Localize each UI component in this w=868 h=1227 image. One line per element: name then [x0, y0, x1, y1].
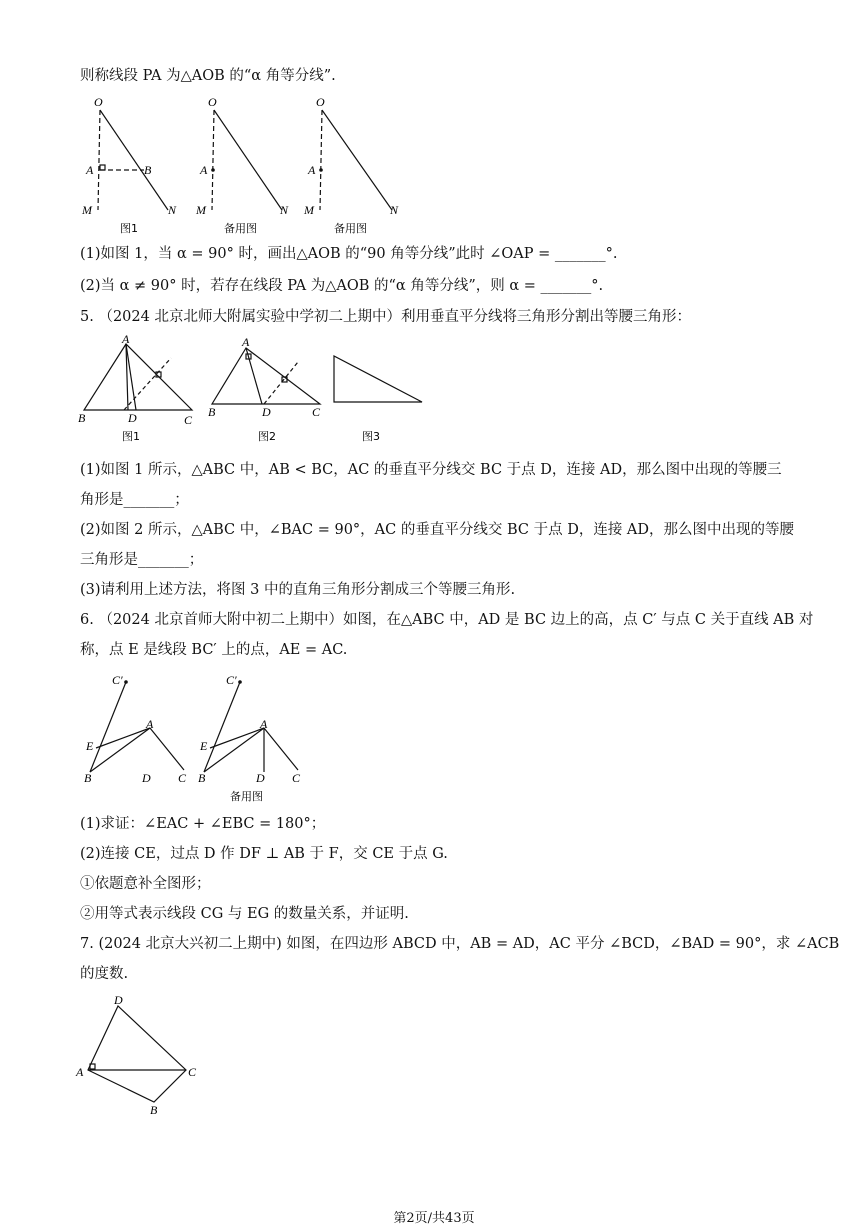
figure-q5-caption-1: 图1: [122, 430, 140, 443]
text-line-q5-1b: 角形是_______；: [80, 492, 189, 508]
q6-label-C: C: [178, 771, 187, 785]
text-line-q5-2a: (2)如图 2 所示，△ABC 中，∠BAC = 90°，AC 的垂直平分线交 BC 于点 D，连接 AD，那么图中出现的等腰: [80, 522, 795, 538]
figure-q4-fig3: [320, 110, 392, 210]
label-A-2: A: [200, 163, 208, 177]
figure-q4-svg: [78, 92, 418, 242]
text-line-q4-2: (2)当 α ≠ 90° 时，若存在线段 PA 为△AOB 的“α 角等分线”，则 α = _______°.: [80, 278, 604, 294]
text-line-q5-2b: 三角形是_______；: [80, 552, 204, 568]
figure-q4-caption-3: 备用图: [334, 222, 367, 235]
q7-label-C: C: [188, 1065, 197, 1079]
q5-label-C: C: [184, 413, 193, 427]
text-line-q6-2: (2)连接 CE，过点 D 作 DF ⊥ AB 于 F，交 CE 于点 G.: [80, 846, 448, 862]
label-N: N: [168, 203, 177, 217]
page-footer: 第2页/共43页: [393, 1211, 475, 1226]
q7-label-D: D: [114, 993, 123, 1007]
q5-label-B: B: [78, 411, 86, 425]
text-line-q5-1a: (1)如图 1 所示，△ABC 中，AB < BC，AC 的垂直平分线交 BC 于点 D，连接 AD，那么图中出现的等腰三: [80, 462, 782, 478]
text-line-q5-3: (3)请利用上述方法，将图 3 中的直角三角形分割成三个等腰三角形.: [80, 582, 516, 598]
text-line-q6-title: 6. （2024 北京首师大附中初二上期中）如图，在△ABC 中，AD 是 BC 边上的高，点 C′ 与点 C 关于直线 AB 对: [80, 612, 814, 628]
figure-q6-fig2: [204, 682, 298, 772]
label-O-2: O: [208, 95, 217, 109]
q6-label-B: B: [84, 771, 92, 785]
figure-q7: [74, 992, 214, 1122]
q5-label-A: A: [122, 334, 130, 346]
q6-label-C1-2: C′: [226, 673, 237, 687]
q6-label-E-2: E: [200, 739, 208, 753]
q5-label-C-2: C: [312, 405, 321, 419]
label-A-3: A: [308, 163, 316, 177]
figure-q6-fig1: [90, 682, 184, 772]
figure-q4-caption-2: 备用图: [224, 222, 257, 235]
figure-q5: [76, 334, 436, 446]
q5-label-D-2: D: [262, 405, 271, 419]
figure-q5-fig2: [212, 348, 320, 404]
figure-q4: [78, 92, 418, 242]
q5-label-B-2: B: [208, 405, 216, 419]
text-line-q6-2a: ①依题意补全图形；: [80, 876, 211, 892]
text-line-q6-1: (1)求证：∠EAC + ∠EBC = 180°；: [80, 816, 326, 832]
q6-label-B-2: B: [198, 771, 206, 785]
label-O-3: O: [316, 95, 325, 109]
label-B: B: [144, 163, 152, 177]
q5-label-A-2: A: [242, 335, 250, 349]
label-M-2: M: [196, 203, 206, 217]
q7-label-B: B: [150, 1103, 158, 1117]
q5-label-D: D: [128, 411, 137, 425]
figure-q7-shape: [88, 1006, 186, 1102]
text-line-q7-cont: 的度数.: [80, 966, 129, 982]
figure-q6-svg: [80, 670, 320, 810]
text-line-q7-title: 7. (2024 北京大兴初二上期中) 如图，在四边形 ABCD 中，AB = AD，AC 平分 ∠BCD，∠BAD = 90°，求 ∠ACB: [80, 936, 840, 952]
label-A: A: [86, 163, 94, 177]
figure-q6: [80, 670, 320, 810]
q6-label-E: E: [86, 739, 94, 753]
figure-q4-caption-1: 图1: [120, 222, 138, 235]
label-M: M: [82, 203, 92, 217]
q7-label-A: A: [76, 1065, 84, 1079]
label-M-3: M: [304, 203, 314, 217]
figure-q7-svg: [74, 992, 214, 1122]
figure-q5-caption-2: 图2: [258, 430, 276, 443]
label-N-3: N: [390, 203, 399, 217]
q6-label-D: D: [142, 771, 151, 785]
label-O: O: [94, 95, 103, 109]
q6-label-A-2: A: [260, 717, 268, 731]
q6-label-A: A: [146, 717, 154, 731]
q6-label-C-2: C: [292, 771, 301, 785]
q6-label-C1: C′: [112, 673, 123, 687]
label-N-2: N: [280, 203, 289, 217]
figure-q5-svg: [76, 334, 436, 446]
figure-q6-caption: 备用图: [230, 790, 263, 803]
q6-label-D-2: D: [256, 771, 265, 785]
text-line-q5-title: 5. （2024 北京北师大附属实验中学初二上期中）利用垂直平分线将三角形分割出等腰三角形：: [80, 309, 691, 325]
figure-q4-fig2: [212, 110, 282, 210]
figure-q5-fig3: [334, 356, 422, 402]
text-line-q6-2b: ②用等式表示线段 CG 与 EG 的数量关系，并证明.: [80, 906, 409, 922]
figure-q5-caption-3: 图3: [362, 430, 380, 443]
text-line-q6-cont: 称，点 E 是线段 BC′ 上的点，AE = AC.: [80, 642, 348, 658]
figure-q5-fig1: [84, 344, 192, 410]
figure-q4-fig1: [98, 110, 168, 210]
text-line-q4-1: (1)如图 1，当 α = 90° 时，画出△AOB 的“90 角等分线”此时 ∠OAP = _______°.: [80, 246, 618, 262]
text-line-intro: 则称线段 PA 为△AOB 的“α 角等分线”.: [80, 68, 336, 84]
